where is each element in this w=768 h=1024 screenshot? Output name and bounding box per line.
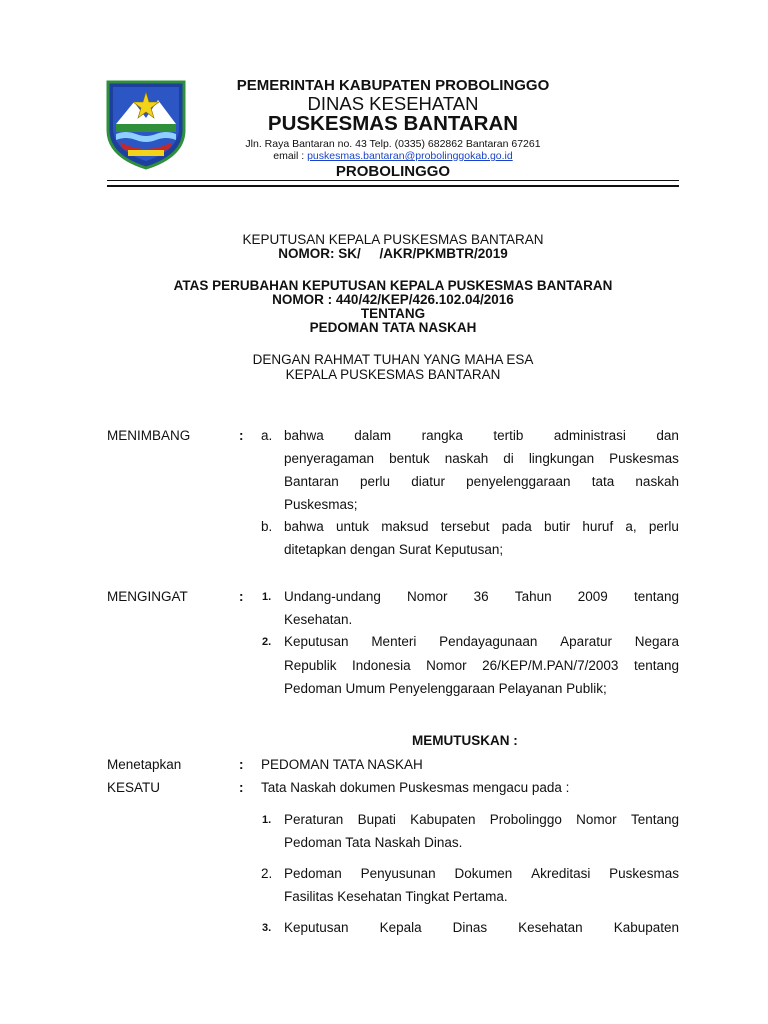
word: tata — [591, 474, 615, 489]
kesatu-label: KESATU — [107, 780, 161, 795]
regency-crest-icon — [104, 78, 188, 170]
decree-title: KEPUTUSAN KEPALA PUSKESMAS BANTARAN — [242, 232, 544, 247]
word: Peraturan — [284, 812, 344, 827]
menetapkan-value: PEDOMAN TATA NASKAH — [261, 757, 423, 772]
address-line: Jln. Raya Bantaran no. 43 Telp. (0335) 682862 Bantaran 67261 — [245, 138, 541, 150]
memutuskan-heading: MEMUTUSKAN : — [412, 733, 518, 748]
word: Pedoman — [284, 866, 342, 881]
menimbang-a-line-2 — [284, 452, 679, 466]
word: 26/KEP/M.PAN/7/2003 — [482, 658, 619, 673]
email-label: email : — [273, 150, 308, 162]
word: bentuk — [389, 451, 430, 466]
kesatu-item2-line-2: Fasilitas Kesehatan Tingkat Pertama. — [284, 889, 508, 904]
word: lingkungan — [528, 451, 595, 466]
word: Puskesmas — [609, 451, 679, 466]
mengingat-item2-marker: 2. — [262, 636, 272, 648]
government-name: PEMERINTAH KABUPATEN PROBOLINGGO — [236, 77, 550, 94]
amendment-number: NOMOR : 440/42/KEP/426.102.04/2016 — [272, 292, 514, 307]
word: naskah — [635, 474, 679, 489]
kesatu-item1-line-1 — [284, 813, 679, 827]
word: Tahun — [514, 589, 552, 604]
word: administrasi — [553, 428, 626, 443]
word: butir — [543, 519, 571, 534]
word: perlu — [359, 474, 391, 489]
word: 36 — [473, 589, 489, 604]
kesatu-item3-marker: 3. — [262, 922, 272, 934]
invocation-line: DENGAN RAHMAT TUHAN YANG MAHA ESA — [252, 352, 534, 367]
menimbang-b-line-2: ditetapkan dengan Surat Keputusan; — [284, 542, 504, 557]
word: diatur — [411, 474, 445, 489]
word: bahwa — [284, 428, 324, 443]
word: Aparatur — [560, 634, 612, 649]
word: Nomor — [576, 812, 617, 827]
mengingat-item1-marker: 1. — [262, 591, 272, 603]
word: 2009 — [577, 589, 608, 604]
department-name: DINAS KESEHATAN — [307, 93, 479, 114]
word: tersebut — [440, 519, 490, 534]
word: Undang-undang — [284, 589, 381, 604]
letterhead-divider-thick — [107, 185, 679, 187]
city-name: PROBOLINGGO — [335, 163, 451, 180]
mengingat-item2-line-3: Pedoman Umum Penyelenggaraan Pelayanan Publik; — [284, 681, 607, 696]
word: Menteri — [371, 634, 417, 649]
word: Negara — [634, 634, 679, 649]
kesatu-item2-marker: 2. — [261, 866, 273, 881]
word: tentang — [633, 589, 679, 604]
kesatu-item1-marker: 1. — [262, 814, 272, 826]
word: bahwa — [284, 519, 324, 534]
menetapkan-label: Menetapkan — [107, 757, 182, 772]
word: maksud — [381, 519, 429, 534]
word: Dokumen — [454, 866, 513, 881]
menimbang-a-line-4: Puskesmas; — [284, 497, 358, 512]
word: penyeragaman — [284, 451, 375, 466]
kesatu-item1-line-2: Pedoman Tata Naskah Dinas. — [284, 835, 463, 850]
word: Republik — [284, 658, 337, 673]
word: tertib — [493, 428, 524, 443]
word: Nomor — [426, 658, 467, 673]
menimbang-a-line-1 — [284, 429, 679, 443]
word: Tentang — [630, 812, 679, 827]
word: Kepala — [379, 920, 422, 935]
word: perlu — [648, 519, 679, 534]
kesatu-intro: Tata Naskah dokumen Puskesmas mengacu pada : — [261, 780, 570, 795]
word: penyelenggaraan — [466, 474, 571, 489]
word: untuk — [336, 519, 370, 534]
menimbang-a-line-3 — [284, 475, 679, 489]
word: rangka — [421, 428, 463, 443]
word: di — [503, 451, 514, 466]
word: pada — [501, 519, 532, 534]
word: Penyusunan — [360, 866, 436, 881]
amendment-title: ATAS PERUBAHAN KEPUTUSAN KEPALA PUSKESMAS BANTARAN — [173, 278, 613, 293]
mengingat-item1-line-2: Kesehatan. — [284, 612, 353, 627]
kesatu-item3-line-1 — [284, 921, 679, 935]
word: Kesehatan — [518, 920, 583, 935]
word: dalam — [354, 428, 392, 443]
word: Bupati — [357, 812, 396, 827]
email-line — [200, 151, 586, 162]
word: Probolinggo — [489, 812, 562, 827]
word: Nomor — [406, 589, 448, 604]
word: Pendayagunaan — [439, 634, 538, 649]
menimbang-a-marker: a. — [261, 428, 273, 443]
word: huruf — [582, 519, 614, 534]
kesatu-colon: : — [239, 780, 244, 795]
organization-name: PUSKESMAS BANTARAN — [267, 112, 519, 135]
menimbang-colon: : — [239, 428, 244, 443]
word: Dinas — [452, 920, 488, 935]
menetapkan-colon: : — [239, 757, 244, 772]
menimbang-b-marker: b. — [261, 519, 273, 534]
decree-number: NOMOR: SK/ /AKR/PKMBTR/2019 — [278, 246, 508, 261]
word: a, — [625, 519, 637, 534]
letterhead-divider-thin — [107, 180, 679, 181]
word: Kabupaten — [613, 920, 679, 935]
word: Kabupaten — [410, 812, 476, 827]
word: Indonesia — [352, 658, 411, 673]
word: Akreditasi — [531, 866, 591, 881]
mengingat-colon: : — [239, 589, 244, 604]
subject-title: PEDOMAN TATA NASKAH — [309, 320, 477, 335]
word: naskah — [444, 451, 489, 466]
kesatu-item2-line-1 — [284, 867, 679, 881]
word: tentang — [633, 658, 679, 673]
mengingat-item2-line-2 — [284, 659, 679, 673]
word: Keputusan — [284, 920, 349, 935]
mengingat-label: MENGINGAT — [107, 589, 188, 604]
mengingat-item2-line-1 — [284, 635, 679, 649]
mengingat-item1-line-1 — [284, 590, 679, 604]
word: dan — [656, 428, 679, 443]
menimbang-b-line-1 — [284, 520, 679, 534]
about-label: TENTANG — [360, 306, 426, 321]
menimbang-label: MENIMBANG — [107, 428, 191, 443]
word: Bantaran — [284, 474, 339, 489]
word: Keputusan — [284, 634, 349, 649]
head-title-line: KEPALA PUSKESMAS BANTARAN — [285, 367, 501, 382]
word: Puskesmas — [609, 866, 679, 881]
email-link[interactable]: puskesmas.bantaran@probolinggokab.go.id — [307, 150, 513, 162]
